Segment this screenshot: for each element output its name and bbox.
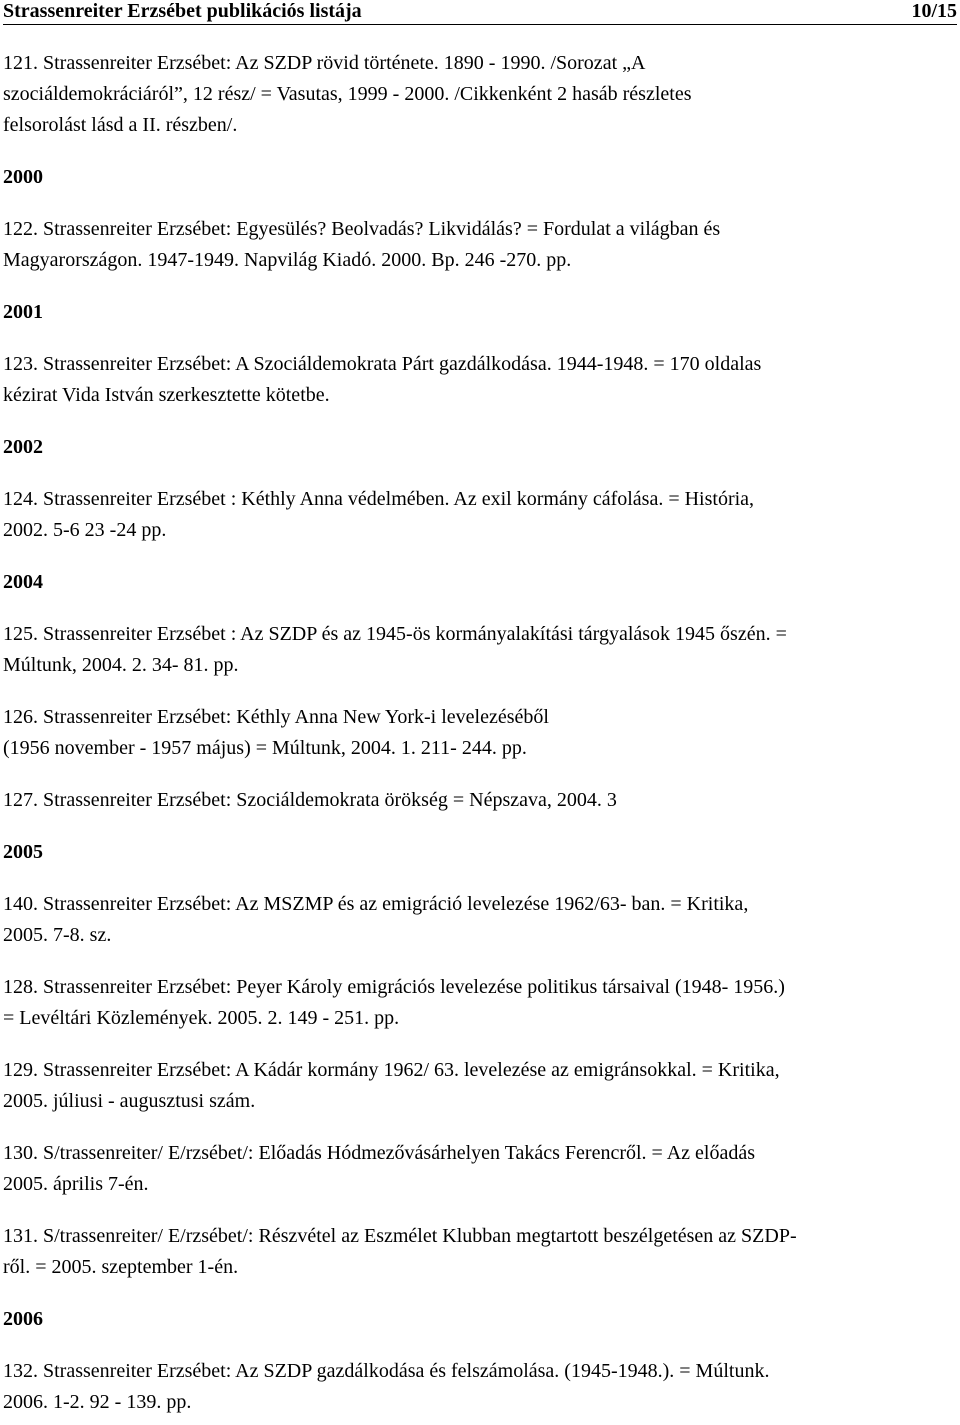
entry-line: 132. Strassenreiter Erzsébet: Az SZDP gazdálkodása és felszámolása. (1945-1948.). = Múltunk. (3, 1360, 770, 1382)
publication-entry (3, 1138, 957, 1200)
publication-entry (3, 214, 957, 276)
entry-line: Magyarországon. 1947-1949. Napvilág Kiadó. 2000. Bp. 246 -270. pp. (3, 249, 572, 271)
publication-entry (3, 889, 957, 951)
publication-entry (3, 349, 957, 411)
entry-line: 122. Strassenreiter Erzsébet: Egyesülés? Beolvadás? Likvidálás? = Fordulat a világban és (3, 218, 721, 240)
entry-line: kézirat Vida István szerkesztette kötetbe. (3, 384, 330, 406)
entry-line: 121. Strassenreiter Erzsébet: Az SZDP rövid története. 1890 - 1990. /Sorozat „A (3, 52, 646, 74)
year-heading: 2005 (3, 841, 43, 863)
year-heading: 2000 (3, 166, 43, 188)
publication-entry (3, 702, 957, 764)
entry-line: 125. Strassenreiter Erzsébet : Az SZDP és az 1945-ös kormányalakítási tárgyalások 1945 őszén. = (3, 623, 787, 645)
entry-line: 126. Strassenreiter Erzsébet: Kéthly Anna New York-i levelezéséből (3, 706, 549, 728)
publication-list (3, 48, 957, 1418)
publication-entry (3, 785, 957, 816)
publication-entry (3, 48, 957, 141)
entry-line: 128. Strassenreiter Erzsébet: Peyer Károly emigrációs levelezése politikus társaival (1948- 1956.) (3, 976, 785, 998)
entry-line: 2005. április 7-én. (3, 1173, 149, 1195)
entry-line: 124. Strassenreiter Erzsébet : Kéthly Anna védelmében. Az exil kormány cáfolása. = História, (3, 488, 755, 510)
entry-line: 2005. 7-8. sz. (3, 924, 112, 946)
entry-line: 140. Strassenreiter Erzsébet: Az MSZMP és az emigráció levelezése 1962/63- ban. = Kritika, (3, 893, 749, 915)
entry-line: Múltunk, 2004. 2. 34- 81. pp. (3, 654, 239, 676)
year-heading: 2006 (3, 1308, 43, 1330)
document-title: Strassenreiter Erzsébet publikációs listája (3, 0, 362, 22)
entry-line: ről. = 2005. szeptember 1-én. (3, 1256, 239, 1278)
publication-entry (3, 1356, 957, 1418)
publication-entry (3, 1221, 957, 1283)
entry-line: 123. Strassenreiter Erzsébet: A Szociáldemokrata Párt gazdálkodása. 1944-1948. = 170 oldalas (3, 353, 762, 375)
year-heading: 2002 (3, 436, 43, 458)
entry-line: 2002. 5-6 23 -24 pp. (3, 519, 167, 541)
page-header (3, 0, 957, 25)
entry-line: 2006. 1-2. 92 - 139. pp. (3, 1391, 192, 1413)
entry-line: szociáldemokráciáról”, 12 rész/ = Vasutas, 1999 - 2000. /Cikkenként 2 hasáb részletes (3, 83, 692, 105)
entry-line: 131. S/trassenreiter/ E/rzsébet/: Részvétel az Eszmélet Klubban megtartott beszélgetésen az SZDP- (3, 1225, 797, 1247)
year-heading: 2004 (3, 571, 43, 593)
entry-line: 2005. júliusi - augusztusi szám. (3, 1090, 256, 1112)
publication-entry (3, 484, 957, 546)
year-heading: 2001 (3, 301, 43, 323)
publication-entry (3, 619, 957, 681)
entry-line: felsorolást lásd a II. részben/. (3, 114, 238, 136)
entry-line: (1956 november - 1957 május) = Múltunk, 2004. 1. 211- 244. pp. (3, 737, 527, 759)
page-number: 10/15 (911, 0, 957, 22)
entry-line: 127. Strassenreiter Erzsébet: Szociáldemokrata örökség = Népszava, 2004. 3 (3, 789, 617, 811)
entry-line: 129. Strassenreiter Erzsébet: A Kádár kormány 1962/ 63. levelezése az emigránsokkal. = Kritika, (3, 1059, 780, 1081)
publication-entry (3, 972, 957, 1034)
entry-line: 130. S/trassenreiter/ E/rzsébet/: Előadás Hódmezővásárhelyen Takács Ferencről. = Az előadás (3, 1142, 756, 1164)
publication-entry (3, 1055, 957, 1117)
entry-line: = Levéltári Közlemények. 2005. 2. 149 - 251. pp. (3, 1007, 400, 1029)
